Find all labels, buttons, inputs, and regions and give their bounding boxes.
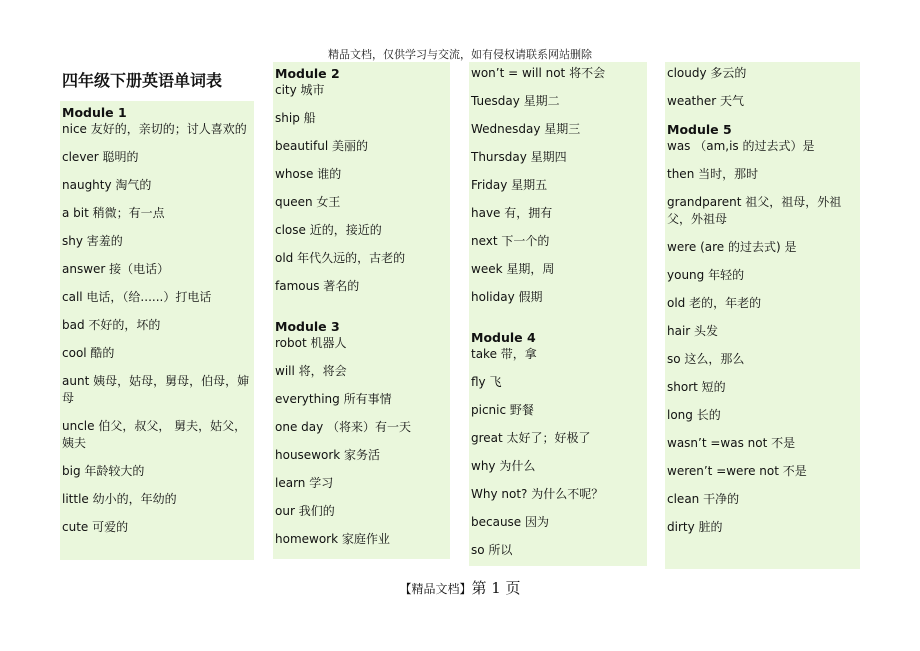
vocab-entry: young 年轻的 — [667, 268, 745, 282]
vocab-entry: Tuesday 星期二 — [471, 94, 560, 108]
vocab-entry: Thursday 星期四 — [471, 150, 567, 164]
module-4-continued-list — [667, 65, 858, 110]
vocab-entry: Wednesday 星期三 — [471, 122, 581, 136]
vocab-entry: uncle 伯父，叔父， 舅夫，姑父，姨夫 — [62, 419, 247, 450]
vocab-entry: queen 女王 — [275, 195, 341, 209]
vocab-entry: clean 干净的 — [667, 492, 740, 506]
module-3-continued-list — [471, 65, 645, 306]
vocab-entry: take 带，拿 — [471, 347, 537, 361]
page-number: 第 1 页 — [471, 579, 521, 597]
vocab-entry: weather 天气 — [667, 94, 744, 108]
vocab-entry: dirty 脏的 — [667, 520, 723, 534]
vocab-entry: cloudy 多云的 — [667, 66, 747, 80]
vocab-entry: short 短的 — [667, 380, 726, 394]
page-footer — [0, 577, 920, 598]
module-3-title: Module 3 — [275, 319, 340, 334]
vocab-entry: beautiful 美丽的 — [275, 139, 368, 153]
vocab-entry: old 老的，年老的 — [667, 296, 762, 310]
vocab-entry: weren’t =were not 不是 — [667, 464, 807, 478]
page-title: 四年级下册英语单词表 — [62, 71, 223, 90]
vocab-entry: one day （将来）有一天 — [275, 420, 412, 434]
vocab-entry: holiday 假期 — [471, 290, 543, 304]
vocab-entry: whose 谁的 — [275, 167, 342, 181]
vocab-entry: famous 著名的 — [275, 279, 360, 293]
vocab-entry: clever 聪明的 — [62, 150, 139, 164]
module-4-title: Module 4 — [471, 330, 536, 345]
vocab-entry: our 我们的 — [275, 504, 335, 518]
vocab-entry: long 长的 — [667, 408, 721, 422]
vocab-entry: cute 可爱的 — [62, 520, 129, 534]
column-4 — [665, 62, 860, 569]
vocab-entry: learn 学习 — [275, 476, 334, 490]
module-5-title: Module 5 — [667, 122, 732, 137]
vocab-entry: hair 头发 — [667, 324, 719, 338]
vocab-entry: next 下一个的 — [471, 234, 550, 248]
vocab-entry: have 有，拥有 — [471, 206, 553, 220]
vocab-entry: robot 机器人 — [275, 336, 347, 350]
vocab-entry: bad 不好的，坏的 — [62, 318, 161, 332]
vocab-entry: little 幼小的，年幼的 — [62, 492, 177, 506]
module-5-list — [667, 138, 858, 536]
vocab-entry: aunt 姨母，姑母，舅母，伯母，婶母 — [62, 374, 250, 405]
vocab-entry: fly 飞 — [471, 375, 502, 389]
vocab-entry: wasn’t =was not 不是 — [667, 436, 796, 450]
spacer — [471, 317, 645, 329]
header-note: 精品文档，仅供学习与交流，如有侵权请联系网站删除 — [328, 48, 592, 61]
vocab-entry: close 近的，接近的 — [275, 223, 382, 237]
module-1-list — [62, 121, 252, 536]
vocab-entry: Friday 星期五 — [471, 178, 548, 192]
vocab-entry: homework 家庭作业 — [275, 532, 390, 546]
vocab-entry: grandparent 祖父，祖母，外祖父，外祖母 — [667, 195, 842, 226]
vocab-entry: a bit 稍微；有一点 — [62, 206, 165, 220]
vocab-entry: city 城市 — [275, 83, 325, 97]
vocab-entry: naughty 淘气的 — [62, 178, 152, 192]
vocab-entry: shy 害羞的 — [62, 234, 123, 248]
vocab-entry: picnic 野餐 — [471, 403, 534, 417]
vocab-entry: will 将，将会 — [275, 364, 347, 378]
vocab-entry: so 这么，那么 — [667, 352, 745, 366]
spacer — [275, 306, 448, 318]
vocab-entry: was （am,is 的过去式）是 — [667, 139, 815, 153]
vocab-entry: so 所以 — [471, 543, 513, 557]
column-2 — [273, 62, 450, 559]
column-3 — [469, 62, 647, 566]
vocab-entry: ship 船 — [275, 111, 316, 125]
vocab-entry: why 为什么 — [471, 459, 536, 473]
vocab-entry: old 年代久远的，古老的 — [275, 251, 406, 265]
vocab-entry: great 太好了；好极了 — [471, 431, 591, 445]
module-1-title: Module 1 — [62, 105, 127, 120]
column-1 — [60, 101, 254, 560]
vocab-entry: then 当时，那时 — [667, 167, 759, 181]
vocab-entry: were (are 的过去式) 是 — [667, 240, 797, 254]
vocab-entry: won’t = will not 将不会 — [471, 66, 606, 80]
vocab-entry: Why not? 为什么不呢？ — [471, 487, 604, 501]
vocab-entry: everything 所有事情 — [275, 392, 392, 406]
module-2-title: Module 2 — [275, 66, 340, 81]
vocab-entry: nice 友好的，亲切的；讨人喜欢的 — [62, 122, 247, 136]
vocab-entry: answer 接（电话） — [62, 262, 170, 276]
vocab-entry: because 因为 — [471, 515, 550, 529]
vocab-entry: week 星期，周 — [471, 262, 555, 276]
module-2-list — [275, 82, 448, 295]
vocab-entry: call 电话，（给......）打电话 — [62, 290, 212, 304]
vocab-entry: big 年龄较大的 — [62, 464, 145, 478]
module-3-list — [275, 335, 448, 548]
vocab-entry: cool 酷的 — [62, 346, 115, 360]
vocab-entry: housework 家务活 — [275, 448, 381, 462]
module-4-list — [471, 346, 645, 559]
footer-brand: 【精品文档】 — [399, 582, 472, 596]
